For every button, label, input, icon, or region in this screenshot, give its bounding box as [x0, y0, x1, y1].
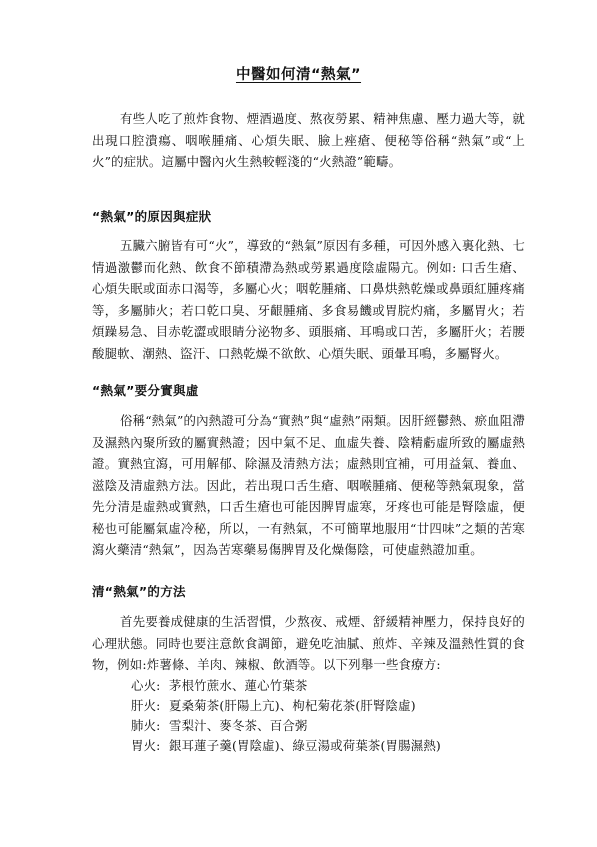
remedy-line	[131, 736, 441, 756]
remedy-organ: 肺火:	[131, 718, 161, 733]
section-body-causes: 五臟六腑皆有可“火”，導致的“熱氣”原因有多種，可因外感入裏化熱、七情過激鬱而化熱、飲食不節積滯為熱或勞累過度陰虛陽亢。例如: 口舌生瘡、心煩失眠或面赤口渴等，多屬心火；咽乾腫痛、口鼻烘熱乾燥或鼻頭紅腫疼痛等，多屬肺火；若口乾口臭、牙齦腫痛、多食易饑或胃脘灼痛，多屬胃火；若煩躁易急、目赤乾澀或眼睛分泌物多、頭脹痛、耳鳴或口苦，多屬肝火；若腰酸腿軟、潮熱、盜汗、口熱乾燥不欲飲、心煩失眠、頭暈耳鳴，多屬腎火。	[92, 238, 525, 361]
section-body-methods: 首先要養成健康的生活習慣，少熬夜、戒煙、舒緩精神壓力，保持良好的心理狀態。同時也要注意飲食調節，避免吃油膩、煎炸、辛辣及溫熱性質的食物，例如:炸薯條、羊肉、辣椒、飲酒等。以下列舉一些食療方:	[92, 614, 525, 672]
remedy-organ: 心火:	[131, 678, 161, 693]
section-heading-excess-deficiency: “熱氣”要分實與虛	[92, 383, 199, 398]
remedy-items: 雪梨汁、麥冬茶、百合粥	[169, 718, 308, 733]
remedy-items: 銀耳蓮子羹(胃陰虛)、綠豆湯或荷葉茶(胃腸濕熱)	[169, 738, 441, 753]
section-heading-causes: “熱氣”的原因與症狀	[92, 209, 212, 224]
section-heading-methods: 清“熱氣”的方法	[92, 584, 186, 599]
remedy-items: 茅根竹蔗水、蓮心竹葉茶	[169, 678, 308, 693]
section-body-excess-deficiency: 俗稱“熱氣”的內熱證可分為“實熱”與“虛熱”兩類。因肝經鬱熱、瘀血阻滯及濕熱內聚所致的屬實熱證；因中氣不足、血虛失養、陰精虧虛所致的屬虛熱證。實熱宜瀉，可用解郁、除濕及清熱方法；虛熱則宜補，可用益氣、養血、滋陰及清虛熱方法。因此，若出現口舌生瘡、咽喉腫痛、便秘等熱氣現象，當先分清是虛熱或實熱，口舌生瘡也可能因脾胃虛寒，牙疼也可能是腎陰虛，便秘也可能屬氣虛冷秘，所以，一有熱氣，不可簡單地服用“廿四味”之類的苦寒瀉火藥清“熱氣”，因為苦寒藥易傷脾胃及化燥傷陰，可使虛熱證加重。	[92, 413, 525, 557]
remedy-line	[131, 676, 308, 696]
remedy-line	[131, 716, 308, 736]
remedy-items: 夏桑菊茶(肝陽上亢)、枸杞菊花茶(肝腎陰虛)	[169, 698, 416, 713]
document-title: 中醫如何清“熱氣”	[235, 67, 362, 83]
remedy-organ: 肝火:	[131, 698, 161, 713]
intro-paragraph: 有些人吃了煎炸食物、煙酒過度、熬夜勞累、精神焦慮、壓力過大等，就出現口腔潰瘍、咽喉腫痛、心煩失眠、臉上痤瘡、便秘等俗稱“熱氣”或“上火”的症狀。這屬中醫內火生熱較輕淺的“火熱證”範疇。	[92, 111, 525, 169]
remedy-line	[131, 696, 416, 716]
remedy-organ: 胃火:	[131, 738, 161, 753]
